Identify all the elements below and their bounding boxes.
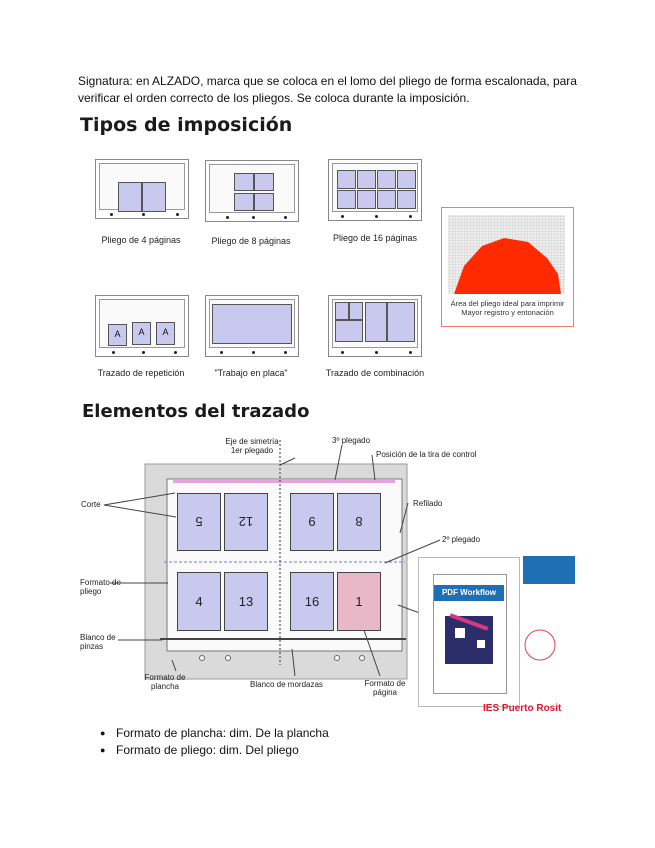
label-plate-format: Formato de plancha	[144, 673, 186, 691]
sheet-page-top-2: 12	[224, 493, 268, 551]
caption-4-pages: Pliego de 4 páginas	[101, 235, 181, 245]
sheet-page-bottom-3: 16	[290, 572, 334, 631]
blue-info-box	[523, 556, 575, 584]
label-jaw-margin: Blanco de mordazas	[250, 680, 323, 689]
sheet-page-bottom-1: 4	[177, 572, 221, 631]
panel-repetition: A A A	[95, 295, 189, 357]
intro-paragraph: Signatura: en ALZADO, marca que se coloca en el lomo del pliego de forma escalonada, para verificar el orden correcto de los pliegos. Se coloca durante la imposición.	[78, 74, 577, 105]
label-control-strip: Posición de la tira de control	[376, 450, 477, 459]
ideal-area-caption: Área del pliego ideal para imprimir Mayor registro y entonación	[450, 299, 565, 317]
section-title-layout-elements: Elementos del trazado	[82, 401, 310, 422]
sheet-page-top-3: 9	[290, 493, 334, 551]
caption-combination: Trazado de combinación	[325, 368, 425, 378]
caption-16-pages: Pliego de 16 páginas	[332, 233, 418, 243]
panel-4-pages	[95, 159, 189, 219]
label-cut: Corte	[81, 500, 101, 509]
bullet-item: ● Formato de pliego: dim. Del pliego	[100, 742, 329, 759]
caption-plate-work: "Trabajo en placa"	[214, 368, 288, 378]
label-sheet-format: Formato de pliego	[80, 578, 121, 596]
label-page-format: Formato de página	[364, 679, 406, 697]
panel-plate-work	[205, 295, 299, 357]
footer-brand: IES Puerto Rosit	[483, 703, 562, 714]
label-second-fold: 2º plegado	[442, 535, 481, 544]
layout-elements-diagram	[80, 435, 585, 713]
panel-8-pages	[205, 160, 299, 222]
caption-8-pages: Pliego de 8 páginas	[211, 236, 291, 246]
panel-16-pages	[328, 159, 422, 221]
section-title-impositions: Tipos de imposición	[80, 114, 293, 136]
sheet-page-top-4: 8	[337, 493, 381, 551]
sheet-page-bottom-4: 1	[337, 572, 381, 631]
label-symmetry-axis: Eje de simetría 1er plegado	[225, 437, 279, 455]
sheet-page-bottom-2: 13	[224, 572, 268, 631]
pdf-workflow-brochure: PDF Workflow	[418, 557, 520, 707]
label-third-fold: 3º plegado	[332, 436, 371, 445]
ideal-area-panel	[441, 207, 574, 327]
bullet-item: ● Formato de plancha: dim. De la plancha	[100, 725, 329, 742]
caption-repetition: Trazado de repetición	[97, 368, 185, 378]
label-trim: Refilado	[413, 499, 443, 508]
sheet-page-top-1: 5	[177, 493, 221, 551]
bullet-list	[100, 725, 329, 759]
label-gripper-margin: Blanco de pinzas	[80, 633, 116, 651]
panel-combination	[328, 295, 422, 357]
